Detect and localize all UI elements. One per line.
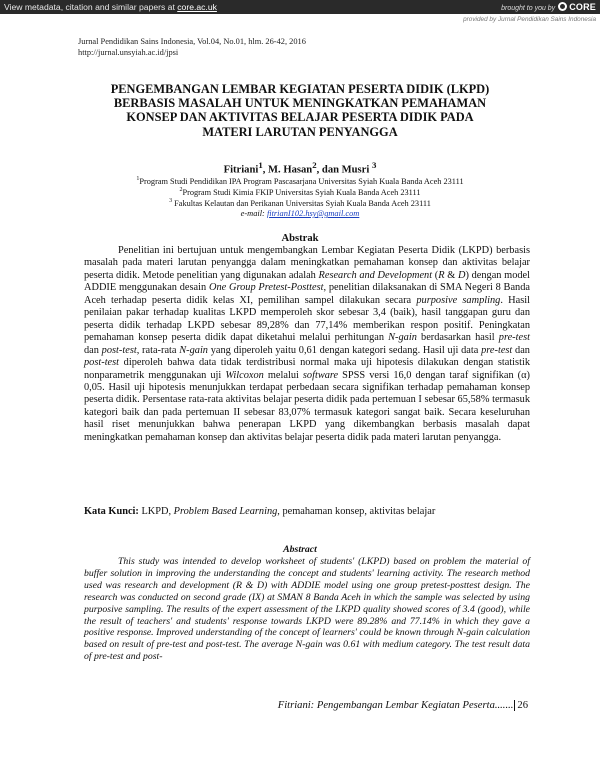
- core-label: CORE: [569, 2, 596, 12]
- core-banner: [0, 0, 600, 28]
- text-segment: One Group Pretest-Posttest: [208, 282, 324, 294]
- title-line: MATERI LARUTAN PENYANGGA: [202, 124, 398, 139]
- metadata-notice: [4, 1, 217, 13]
- author-3-sup: 3: [371, 160, 377, 170]
- text-segment: yang diperoleh yaitu 0,61 dengan kategori sedang. Hasil uji data: [207, 344, 482, 356]
- text-segment: &: [444, 269, 458, 281]
- affiliation-3: [0, 196, 600, 209]
- text-segment: N-gain: [179, 344, 208, 356]
- text-segment: Problem Based Learning: [173, 506, 278, 517]
- abstract-heading: Abstract: [283, 544, 317, 555]
- text-segment: N-gain: [388, 332, 417, 344]
- author-1-sup: 1: [258, 160, 263, 170]
- author-email: [0, 209, 600, 218]
- text-segment: purposive sampling: [416, 294, 501, 306]
- text-segment: (: [432, 269, 439, 281]
- title-line: KONSEP DAN AKTIVITAS BELAJAR PESERTA DIDIK PADA: [126, 110, 474, 125]
- text-segment: D: [457, 269, 466, 281]
- title-line: PENGEMBANGAN LEMBAR KEGIATAN PESERTA DIDIK (LKPD): [110, 82, 490, 96]
- text-segment: pre-test: [498, 332, 530, 344]
- author-3: dan Musri: [321, 164, 370, 176]
- text-segment: diperoleh bahwa data tidak terdistribusi normal maka uji hipotesis dilakukan dengan statistik nonparametrik menggunakan uji: [84, 357, 530, 381]
- text-segment: Penelitian ini bertujuan untuk mengembangkan Lembar Kegiatan Peserta Didik (LKPD) berbasis masalah pada materi larutan penyangga dalam meningkatkan pemahaman konsep dan aktivitas belajar peserta didik. Metode penelitian yang digunakan adalah: [84, 245, 530, 281]
- abstrak-heading: Abstrak: [281, 233, 319, 244]
- text-segment: R: [438, 269, 445, 281]
- text-segment: Research and Development: [318, 269, 433, 281]
- author-separator: ,: [316, 164, 322, 176]
- core-ac-uk-link[interactable]: core.ac.uk: [177, 2, 217, 12]
- journal-header: [78, 36, 306, 58]
- provided-by: provided by Jurnal Pendidikan Sains Indonesia: [463, 16, 596, 23]
- affiliation-sup: 2: [179, 187, 183, 193]
- text-segment: dan: [84, 344, 102, 356]
- text-segment: berdasarkan hasil: [416, 332, 499, 344]
- core-logo-icon: [558, 2, 567, 11]
- text-segment: melalui: [263, 369, 303, 381]
- title-line: BERBASIS MASALAH UNTUK MENINGKATKAN PEMAHAMAN: [113, 96, 487, 111]
- abstract-body: This study was intended to develop worksheet of students' (LKPD) based on problem the material of buffer solution in improving the understanding the concept and students' learning activity. The research method used was research and development (R & D) with ADDIE model using one group pretest-posttest design. The research was conducted on second grade (IX) at SMAN 8 Banda Aceh in which the sample was selected by using purposive sampling. The results of the expert assessment of the LKPD quality showed scores of 3.4 (good), while the result of teachers' and students' response towards LKPD were 89.28% and 77.14% in which they gave a positive response. Improved understanding of the concept of learners' could be known through N-gain calculation based on result of pre-test and post-test. The average N-gain was 0.61 with medium category. The test result data of pre-test and post-: [84, 556, 530, 663]
- text-segment: Wilcoxon: [225, 369, 264, 381]
- text-segment: LKPD,: [138, 506, 174, 517]
- metadata-prefix: View metadata, citation and similar papers at: [4, 2, 178, 12]
- brought-by-core[interactable]: [501, 1, 596, 15]
- affiliation-sup: 1: [136, 176, 140, 182]
- text-segment: , rata-rata: [136, 344, 180, 356]
- journal-citation: Jurnal Pendidikan Sains Indonesia, Vol.04, No.01, hlm. 26-42, 2016: [78, 37, 306, 46]
- journal-url: http://jurnal.unsyiah.ac.id/jpsi: [78, 48, 179, 57]
- author-2-sup: 2: [312, 160, 317, 170]
- keywords: [84, 506, 530, 518]
- keywords-label: Kata Kunci:: [84, 506, 139, 517]
- paper-title: [60, 82, 540, 139]
- text-segment: post-test: [84, 357, 120, 369]
- text-segment: software: [302, 369, 339, 381]
- affiliation-text: Fakultas Kelautan dan Perikanan Universitas Syiah Kuala Banda Aceh 23111: [172, 198, 431, 208]
- core-banner-strip: [0, 0, 600, 14]
- page-number: 26: [514, 700, 528, 711]
- brought-by-text: brought to you by: [501, 5, 556, 12]
- affiliation-text: Program Studi Kimia FKIP Universitas Syiah Kuala Banda Aceh 23111: [182, 187, 421, 197]
- running-title: Fitriani: Pengembangan Lembar Kegiatan Peserta.......: [277, 700, 514, 711]
- author-1: Fitriani: [223, 164, 259, 176]
- page-footer: [278, 700, 528, 711]
- text-segment: SPSS versi 16,0 dengan taraf signifikan (α) 0,05. Hasil uji hipotesis menunjukkan terdapat perbedaan secara signifikan terhadap pemahaman konsep peserta didik. Persentase rata-rata aktivitas belajar peserta didik pada pertemuan I sebesar 65,58% termasuk kategori baik dan pada pertemuan II sebesar 83,07% termasuk kategori sangat baik. Secara keseluruhan hasil riset menunjukkan bahwa penerapan LKPD yang dikembangkan berbasis masalah dapat meningkatkan pemahaman konsep dan aktivitas belajar peserta didik pada materi larutan penyangga.: [84, 369, 530, 443]
- text-segment: pre-test: [481, 344, 513, 356]
- email-label: e-mail:: [240, 209, 267, 218]
- text-segment: , pemahaman konsep, aktivitas belajar: [277, 506, 436, 517]
- author-separator: ,: [262, 164, 269, 176]
- author-2: M. Hasan: [268, 164, 313, 176]
- text-segment: , penelitian dilaksanakan di SMA Negeri 8 Banda Aceh terhadap peserta didik kelas XI, pemilihan sampel dilakukan secara: [84, 282, 530, 306]
- text-segment: dan: [512, 344, 530, 356]
- affiliation-text: Program Studi Pendidikan IPA Program Pascasarjana Universitas Syiah Kuala Banda Aceh 23111: [139, 176, 464, 186]
- abstrak-body: [84, 245, 530, 444]
- text-segment: ) dengan model ADDIE menggunakan desain: [84, 269, 531, 294]
- text-segment: . Hasil penilaian pakar terhadap kualitas LKPD memperoleh skor sebesar 3,4 (baik), hasil tanggapan guru dan peserta didik terhadap LKPD sebesar 89,28% dan 77,14% memberikan respon positif. Peningkatan pemahaman konsep peserta didik dapat diketahui melalui perhitungan: [84, 294, 530, 344]
- affiliation-sup: 3: [169, 198, 173, 204]
- text-segment: post-test: [101, 344, 137, 356]
- email-link[interactable]: fitrianI102.hsy@gmail.com: [266, 209, 360, 218]
